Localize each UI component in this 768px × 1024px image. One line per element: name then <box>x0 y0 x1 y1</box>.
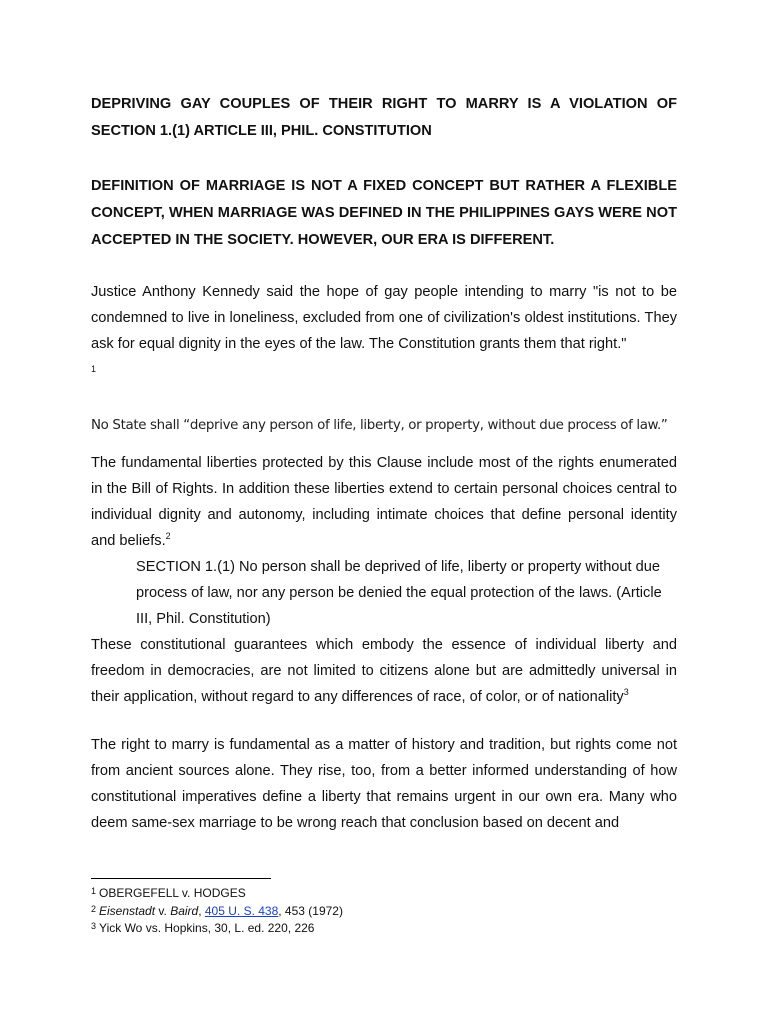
citation-link[interactable]: 405 U. S. 438 <box>204 903 279 918</box>
footnote-3 <box>91 919 343 937</box>
citation-rest: , 453 (1972) <box>278 903 343 918</box>
footnote-1 <box>91 884 343 902</box>
footnotes <box>91 884 343 937</box>
heading-secondary: DEFINITION OF MARRIAGE IS NOT A FIXED CONCEPT BUT RATHER A FLEXIBLE CONCEPT, WHEN MARRIAGE WAS DEFINED IN THE PHILIPPINES GAYS WERE NOT ACCEPTED IN THE SOCIETY. HOWEVER, OUR ERA IS DIFFERENT. <box>91 178 677 248</box>
footnote-text: OBERGEFELL v. HODGES <box>99 886 246 900</box>
case-name-eisenstadt: Eisenstadt <box>99 903 156 918</box>
due-process-clause-line: No State shall “deprive any person of life, liberty, or property, without due process of law.” <box>91 418 668 433</box>
paragraph-right-to-marry: The right to marry is fundamental as a matter of history and tradition, but rights come not from ancient sources alone. They rise, too, from a better informed understanding of how constitutional imperatives define a liberty that remains urgent in our own era. Many who deem same-sex marriage to be wrong reach that conclusion based on decent and <box>91 737 677 832</box>
paragraph-text: The fundamental liberties protected by this Clause include most of the rights enumerated in the Bill of Rights. In addition these liberties extend to certain personal choices central to individual dignity and autonomy, including intimate choices that define personal identity and beliefs. <box>91 455 677 550</box>
document-body <box>91 91 677 836</box>
footnote-number: 2 <box>91 903 97 914</box>
footnote-number: 3 <box>91 921 97 931</box>
footnote-reference: 3 <box>623 687 629 698</box>
footnote-2 <box>91 902 343 920</box>
separator-text: , <box>198 903 205 918</box>
block-quote-section-1: SECTION 1.(1) No person shall be deprived of life, liberty or property without due process of law, nor any person be denied the equal protection of the laws. (Article III, Phil. Constitution) <box>136 559 662 628</box>
footnote-text: Yick Wo vs. Hopkins, 30, L. ed. 220, 226 <box>99 921 315 935</box>
footnote-reference: 1 <box>91 364 97 374</box>
paragraph-text: These constitutional guarantees which embody the essence of individual liberty and freedom in democracies, are not limited to citizens alone but are admittedly universal in their application, without regard to any differences of race, of color, or of nationality <box>91 637 677 706</box>
paragraph-text: Justice Anthony Kennedy said the hope of gay people intending to marry "is not to be condemned to live in loneliness, excluded from one of civilization's oldest institutions. They ask for equal dignity in the eyes of the law. The Constitution grants them that right." <box>91 284 677 352</box>
heading-main: DEPRIVING GAY COUPLES OF THEIR RIGHT TO MARRY IS A VIOLATION OF SECTION 1.(1) ARTICLE III, PHIL. CONSTITUTION <box>91 96 677 139</box>
paragraph-constitutional-guarantees <box>91 632 677 710</box>
case-name-baird: Baird <box>170 903 199 918</box>
paragraph-kennedy-quote <box>91 279 677 375</box>
paragraph-fundamental-liberties <box>91 450 677 554</box>
footnote-number: 1 <box>91 886 97 896</box>
footnote-reference: 2 <box>165 531 171 542</box>
footnote-separator <box>91 878 271 879</box>
versus-text: v. <box>155 903 171 918</box>
